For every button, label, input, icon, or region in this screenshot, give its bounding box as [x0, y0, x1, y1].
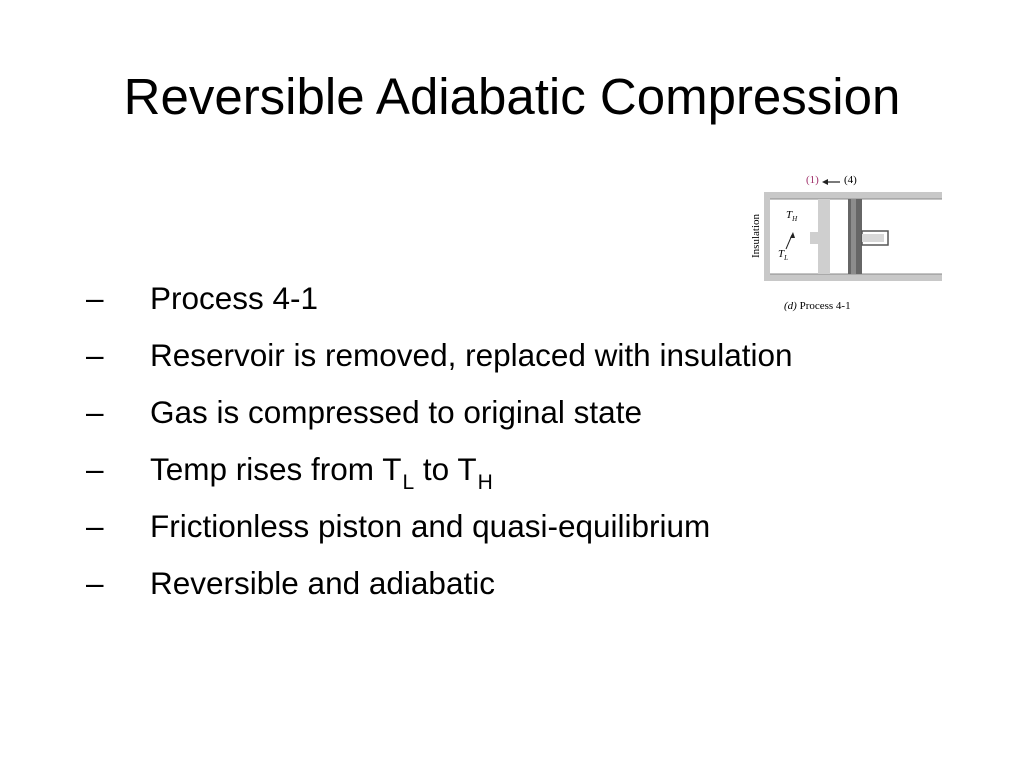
- temp-low-label: $T_L$: [778, 248, 789, 262]
- bullet-text: Gas is compressed to original state: [150, 394, 642, 430]
- bullet-dash: –: [86, 451, 104, 487]
- insulation-wall: [764, 192, 770, 281]
- cylinder-top-wall: [764, 192, 942, 199]
- bullet-text: Temp rises from $T_L$ to $T_H$: [150, 451, 493, 494]
- subscript-high: H: [477, 471, 493, 494]
- temp-high-label: $T_H$: [786, 209, 798, 223]
- bullet-dash: –: [86, 280, 104, 316]
- bullet-dash: –: [86, 508, 104, 544]
- bullet-text: Reversible and adiabatic: [150, 565, 495, 601]
- cylinder-bottom-wall: [764, 274, 942, 281]
- state-4-label: (4): [844, 174, 857, 186]
- bullet-text: Process 4-1: [150, 280, 319, 316]
- bullet-dash: –: [86, 565, 104, 601]
- state-1-label: (1): [806, 174, 819, 186]
- bullet-dash: –: [86, 337, 104, 373]
- insulation-label: Insulation: [750, 214, 762, 258]
- bullet-text: Reservoir is removed, replaced with insulation: [150, 337, 793, 373]
- slide-title: Reversible Adiabatic Compression: [123, 68, 901, 125]
- bullet-dash: –: [86, 394, 104, 430]
- bullet-text: Frictionless piston and quasi-equilibrium: [150, 508, 711, 544]
- piston-cylinder-figure: [740, 172, 950, 318]
- subscript-low: L: [402, 471, 415, 494]
- figure-caption: (d) Process 4-1: [784, 300, 851, 312]
